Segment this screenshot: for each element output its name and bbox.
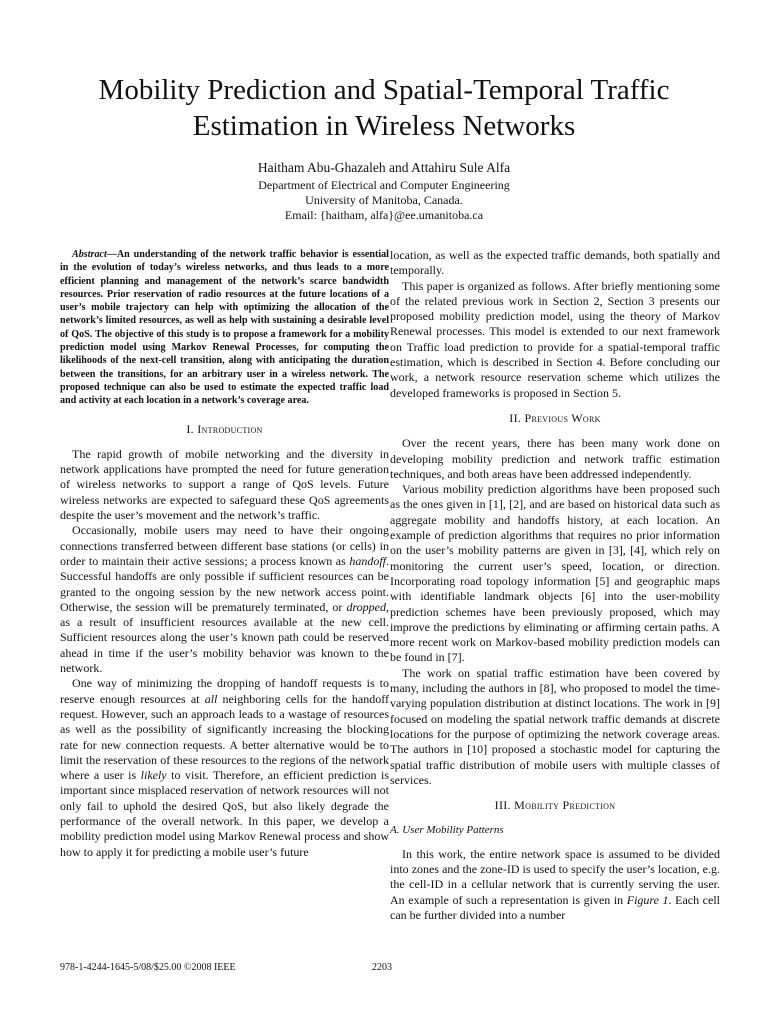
paper-title — [40, 72, 728, 144]
intro-p3-text-c: to visit. Therefore, an efficient prediction is important since misplaced reservation of network resources will not only fail to uphold the desired QoS, but also likely degrade the performance of the overall network. In this paper, we develop a mobility prediction model using Markov Renewal process and show how to apply it for predicting a mobile user’s future — [60, 768, 389, 859]
previous-work-paragraph-3: The work on spatial traffic estimation have been covered by many, including the authors in [8], who proposed to model the time-varying population distribution at distinct locations. The work in [9] focused on modeling the spatial network traffic demands at discrete locations for the purpose of optimizing the network coverage areas. The authors in [10] proposed a stochastic model for capturing the spatial traffic distribution of mobile users with multiple classes of services. — [390, 665, 720, 787]
term-handoff: handoff — [349, 553, 386, 568]
term-likely: likely — [140, 768, 167, 783]
mobility-p1-text-a: In this work, the entire network space is assumed to be divided into zones and the zone-ID is used to specify the user’s location, e.g. the cell-ID in a cellular network that is currently serving the user. An example of such a representation is given in — [390, 846, 720, 907]
intro-paragraph-1: The rapid growth of mobile networking and the diversity in network applications have prompted the need for future generation of wireless networks to support a range of QoS levels. Future wireless networks are expected to safeguard these QoS agreements despite the user’s movement and the network’s traffic. — [60, 446, 389, 523]
subsection-heading-user-mobility: A. User Mobility Patterns — [390, 824, 504, 837]
organization-paragraph: This paper is organized as follows. After briefly mentioning some of the related previous work in Section 2, Section 3 presents our proposed mobility prediction model, using the theory of Markov Renewal processes. This model is extended to our next framework on Traffic load prediction to provide for a spatial-temporal traffic estimation, which is described in Section 4. Before concluding our work, a network resource reservation scheme which utilizes the developed frameworks is proposed in Section 5. — [390, 278, 720, 400]
previous-work-paragraph-2: Various mobility prediction algorithms have been proposed such as the ones given in [1], [2], and are based on historical data such as aggregate mobility and handoffs history, at each location. An example of prediction algorithms that requires no prior information on the user’s mobility patterns are given in [3], [4], which rely on monitoring the current user’s speed, location, or direction. Incorporating road topology information [5] and geographic maps with identifiable landmark objects [6] into the user-mobility prediction schemes have been previously proposed, which may improve the predictions by eliminating or affirming certain paths. A more recent work on Markov-based mobility prediction models can be found in [7]. — [390, 482, 720, 665]
term-dropped: dropped — [346, 599, 386, 614]
intro-continuation: location, as well as the expected traffic demands, both spatially and temporally. — [390, 248, 720, 278]
intro-paragraph-2 — [60, 523, 389, 676]
intro-p2-text-a: Occasionally, mobile users may need to have their ongoing connections transferred between different base stations (or cells) in order to maintain their active sessions; a process known as — [60, 523, 389, 568]
section-heading-previous-work: II. Previous Work — [509, 410, 601, 425]
intro-p3-text-a: One way of minimizing the dropping of handoff requests is to reserve enough resources at — [60, 676, 389, 706]
affiliation-email: Email: {haitham, alfa}@ee.umanitoba.ca — [284, 208, 484, 222]
affiliation-university: University of Manitoba, Canada. — [305, 193, 463, 207]
abstract — [60, 248, 389, 408]
intro-p3-text-b: neighboring cells for the handoff request. However, such an approach leads to a wastage of resources as well as the possibility of significantly increasing the blocking rate for new connection requests. A better alternative would be to limit the reservation of these resources to the regions of the network where a user is — [60, 691, 390, 783]
page-number: 2203 — [372, 962, 392, 973]
left-column — [60, 248, 389, 860]
abstract-lead: Abstract — [72, 249, 107, 260]
right-column — [390, 248, 720, 923]
footer-copyright: 978-1-4244-1645-5/08/$25.00 ©2008 IEEE — [60, 962, 236, 973]
section-heading-mobility-prediction: III. Mobility Prediction — [494, 798, 616, 813]
mobility-paragraph-1 — [390, 847, 720, 923]
term-all: all — [204, 691, 218, 706]
title-line-2: Estimation in Wireless Networks — [192, 110, 576, 142]
intro-paragraph-3 — [60, 676, 389, 860]
section-heading-introduction: I. Introduction — [186, 421, 263, 436]
intro-p2-text-c: , as a result of insufficient resources available at the new cell. Sufficient resources along the user’s known path could be reserved ahead in time if the user’s mobility behavior was known to the network. — [60, 599, 389, 676]
mobility-p1-text-b: . Each cell can be further divided into a number — [390, 892, 720, 922]
intro-p2-text-b: . Successful handoffs are only possible if sufficient resources can be granted to the ongoing session by the new network access point. Otherwise, the session will be prematurely terminated, or — [60, 553, 389, 614]
figure-reference: Figure 1 — [626, 892, 669, 907]
abstract-text: —An understanding of the network traffic behavior is essential in the evolution of today’s wireless networks, and thus leads to a more efficient planning and management of the network’s scarce bandwidth resources. Prior reservation of radio resources at the future locations of a user’s mobile trajectory can help with optimizing the allocation of the network’s limited resources, as well as help with sustaining a desirable level of QoS. The objective of this study is to propose a framework for a mobility prediction model using Markov Renewal Processes, for computing the likelihoods of the next-cell transition, along with anticipating the duration between the transitions, for an arbitrary user in a wireless network. The proposed technique can also be used to estimate the expected traffic load and activity at each location in a network’s coverage area. — [60, 249, 389, 407]
title-line-1: Mobility Prediction and Spatial-Temporal Traffic — [98, 74, 670, 106]
affiliation-dept: Department of Electrical and Computer Engineering — [258, 178, 510, 192]
previous-work-paragraph-1: Over the recent years, there has been many work done on developing mobility prediction and network traffic estimation techniques, and both areas have been addressed independently. — [390, 436, 720, 481]
authors: Haitham Abu-Ghazaleh and Attahiru Sule Alfa — [257, 160, 511, 175]
